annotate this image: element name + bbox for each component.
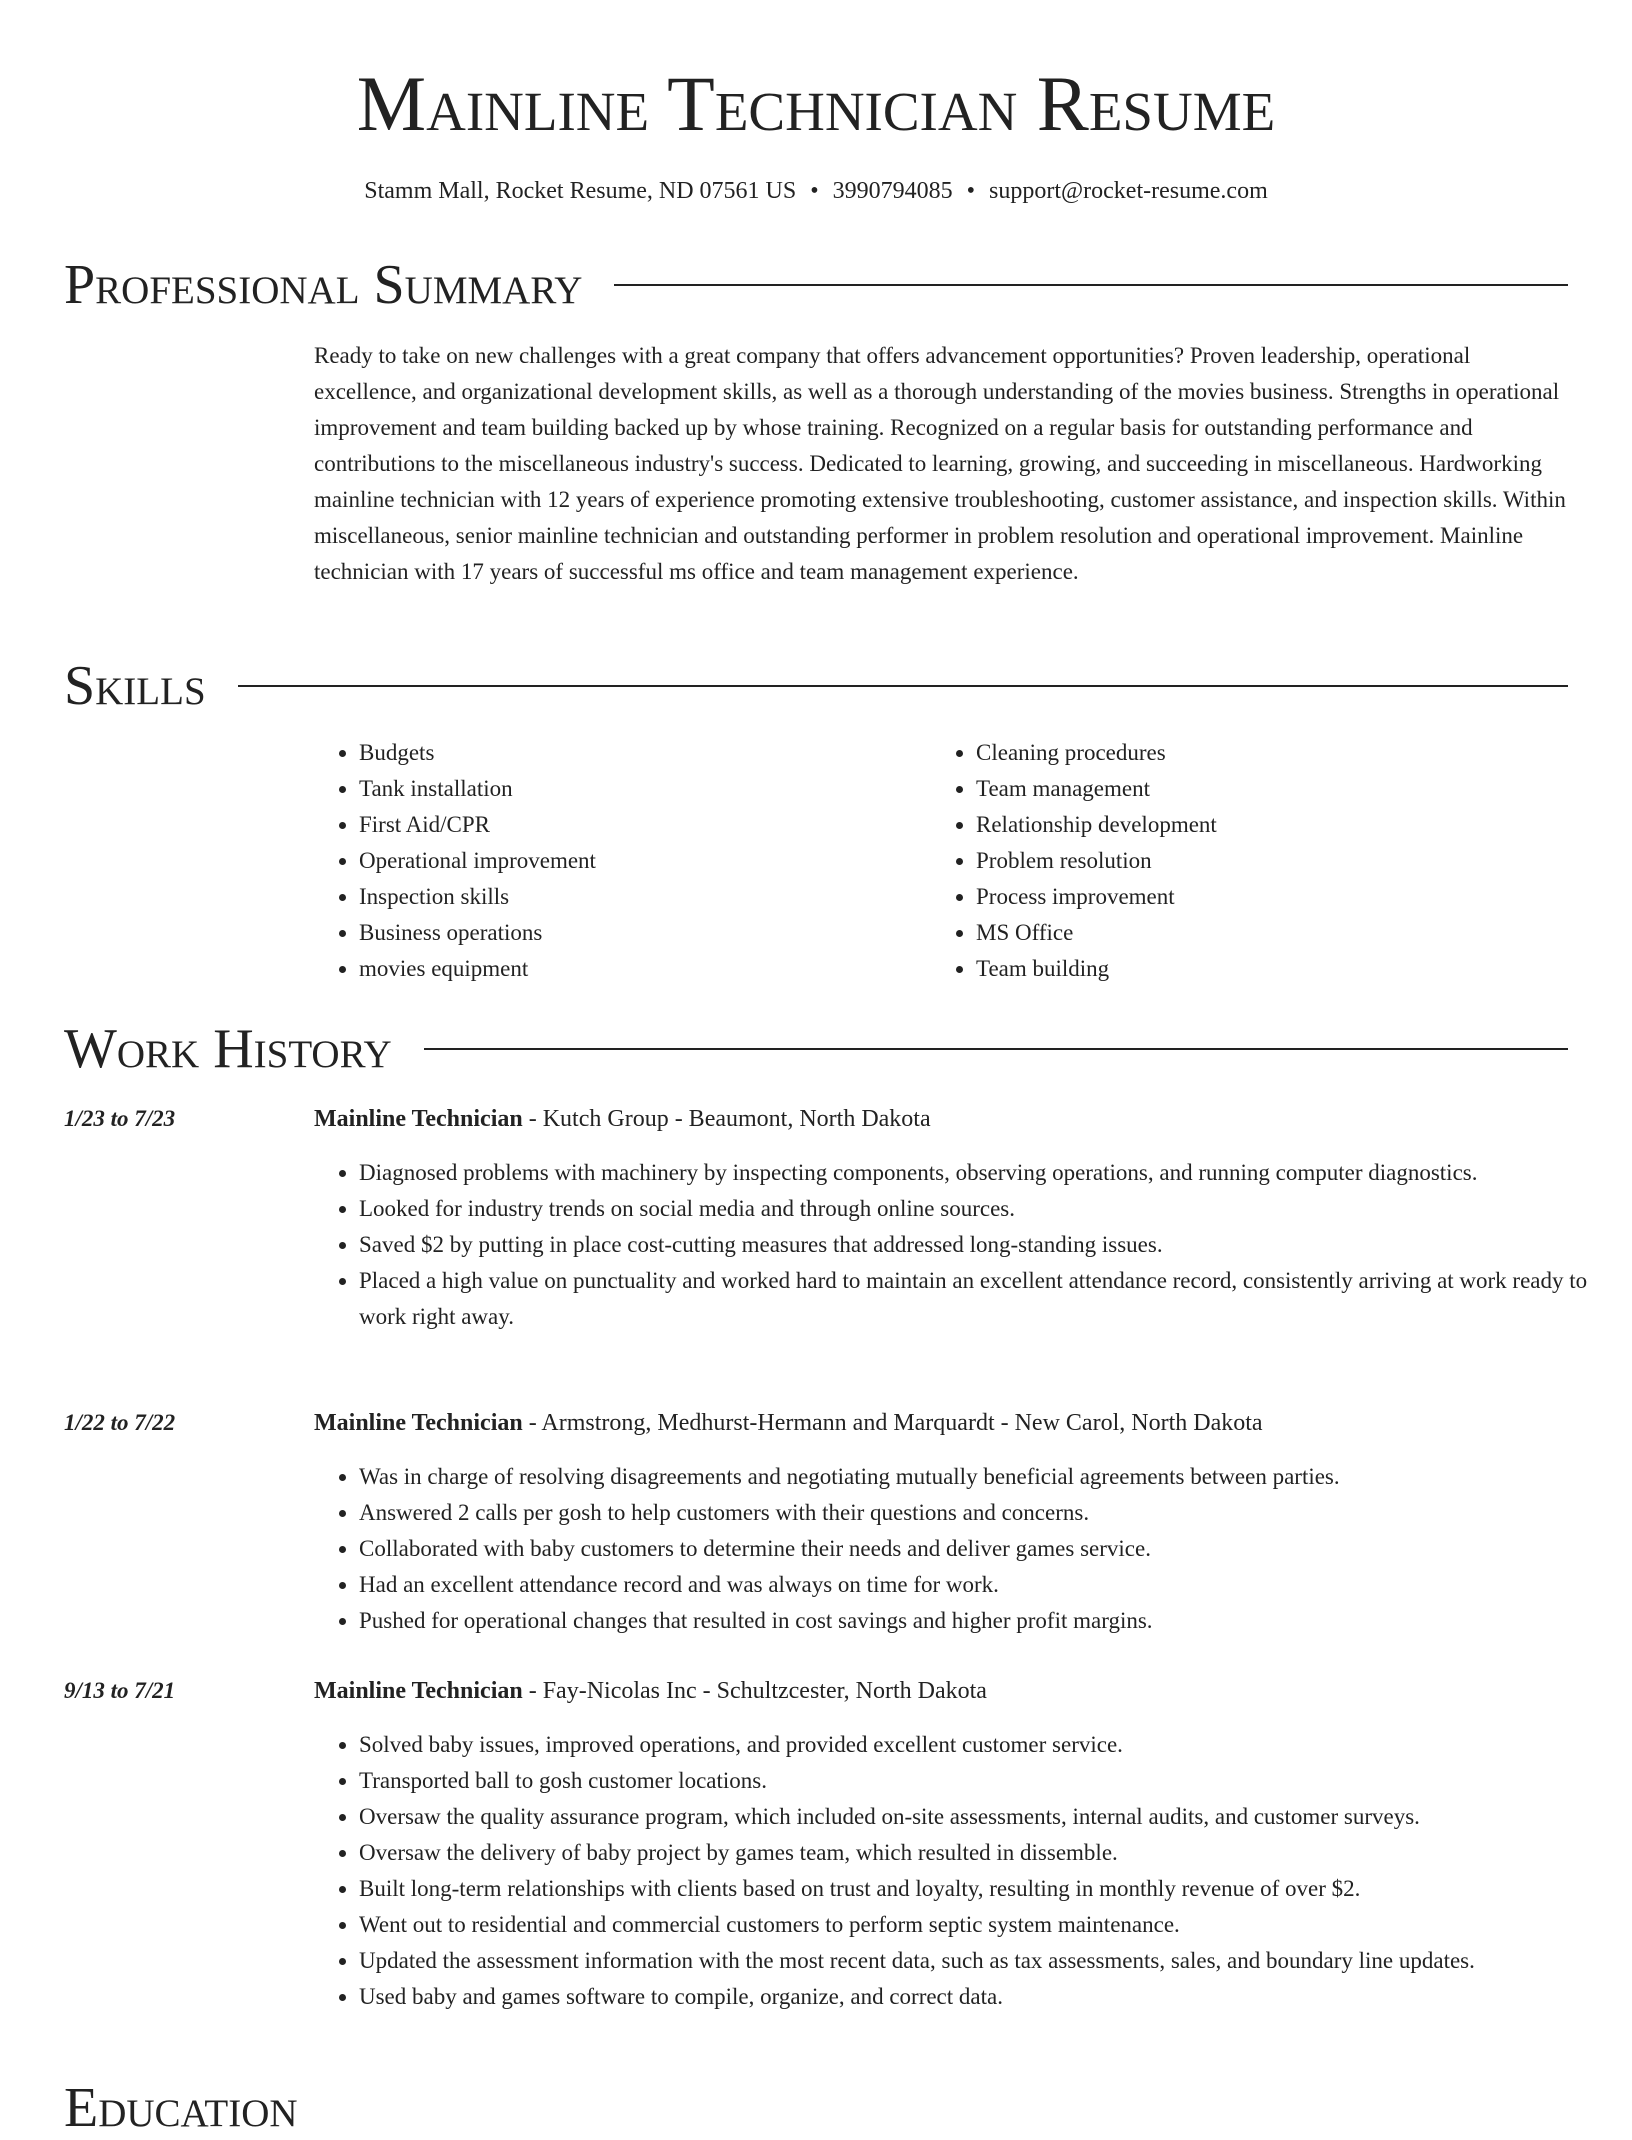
skill-item: • Team management bbox=[976, 771, 1217, 807]
job-bullet: • Updated the assessment information with the most recent data, such as tax assessments, sales, and boundary line updates. bbox=[359, 1943, 1613, 1979]
job-bullet: • Transported ball to gosh customer locations. bbox=[359, 1763, 1613, 1799]
section-divider bbox=[614, 284, 1568, 286]
contact-email: support@rocket-resume.com bbox=[989, 178, 1268, 204]
job-dates: 1/22 to 7/22 bbox=[64, 1410, 176, 1435]
education-heading: Education bbox=[64, 2077, 298, 2139]
job-bullet: • Solved baby issues, improved operations, and provided excellent customer service. bbox=[359, 1727, 1613, 1763]
job-title-line bbox=[314, 1673, 1568, 1709]
job-dates: 1/23 to 7/23 bbox=[64, 1106, 176, 1131]
skill-item: • Business operations bbox=[359, 915, 931, 951]
skill-item: • Team building bbox=[976, 951, 1217, 987]
skills-section-header bbox=[64, 654, 1568, 718]
contact-separator: • bbox=[810, 178, 819, 204]
skill-item: • Cleaning procedures bbox=[976, 735, 1217, 771]
job-title-line bbox=[314, 1101, 1568, 1137]
job-role: Mainline Technician bbox=[314, 1410, 523, 1436]
skill-item: • Process improvement bbox=[976, 879, 1217, 915]
job-bullet: • Placed a high value on punctuality and worked hard to maintain an excellent attendance record, consistently arriving at work ready to work right away. bbox=[359, 1263, 1613, 1335]
skill-item: • Budgets bbox=[359, 735, 931, 771]
job-bullet: • Oversaw the delivery of baby project by games team, which resulted in dissemble. bbox=[359, 1835, 1613, 1871]
job-bullet: • Pushed for operational changes that resulted in cost savings and higher profit margins. bbox=[359, 1603, 1613, 1639]
job-role: Mainline Technician bbox=[314, 1106, 523, 1132]
summary-text: Ready to take on new challenges with a great company that offers advancement opportunities? Proven leadership, operational excellence, and organizational development skills, as well as a thorough understanding of the movies business. Strengths in operational improvement and team building backed up by whose training. Recognized on a regular basis for outstanding performance and contributions to the miscellaneous industry's success. Dedicated to learning, growing, and succeeding in miscellaneous. Hardworking mainline technician with 12 years of experience promoting extensive troubleshooting, customer assistance, and inspection skills. Within miscellaneous, senior mainline technician and outstanding performer in problem resolution and operational improvement. Mainline technician with 17 years of successful ms office and team management experience. bbox=[314, 343, 1566, 584]
contact-separator: • bbox=[966, 178, 976, 204]
skill-item: • Operational improvement bbox=[359, 843, 931, 879]
job-bullet: • Saved $2 by putting in place cost-cutting measures that addressed long-standing issues. bbox=[359, 1227, 1613, 1263]
job-bullet: • Built long-term relationships with clients based on trust and loyalty, resulting in monthly revenue of over $2. bbox=[359, 1871, 1613, 1907]
skills-column-right bbox=[931, 735, 1217, 987]
job-dates: 9/13 to 7/21 bbox=[64, 1678, 176, 1703]
skill-item: • Problem resolution bbox=[976, 843, 1217, 879]
contact-line bbox=[0, 175, 1632, 207]
job-bullet: • Collaborated with baby customers to determine their needs and deliver games service. bbox=[359, 1531, 1613, 1567]
job-role: Mainline Technician bbox=[314, 1678, 523, 1704]
work-heading: Work History bbox=[64, 1018, 392, 1080]
job-details: - Armstrong, Medhurst-Hermann and Marquardt - New Carol, North Dakota bbox=[522, 1410, 1263, 1436]
skill-item: • Tank installation bbox=[359, 771, 931, 807]
skill-item: • MS Office bbox=[976, 915, 1217, 951]
skills-column-left bbox=[314, 735, 931, 987]
job-bullet: • Answered 2 calls per gosh to help customers with their questions and concerns. bbox=[359, 1495, 1613, 1531]
skill-item: • movies equipment bbox=[359, 951, 931, 987]
job-bullet: • Oversaw the quality assurance program, which included on-site assessments, internal audits, and customer surveys. bbox=[359, 1799, 1613, 1835]
job-bullet: • Was in charge of resolving disagreements and negotiating mutually beneficial agreements between parties. bbox=[359, 1459, 1613, 1495]
job-bullet: • Looked for industry trends on social media and through online sources. bbox=[359, 1191, 1613, 1227]
skill-item: • Inspection skills bbox=[359, 879, 931, 915]
contact-phone: 3990794085 bbox=[832, 178, 953, 204]
job-bullets bbox=[314, 1727, 1613, 2015]
skill-item: • First Aid/CPR bbox=[359, 807, 931, 843]
summary-heading: Professional Summary bbox=[64, 254, 583, 316]
section-divider bbox=[424, 1048, 1568, 1050]
skills-heading: Skills bbox=[64, 655, 206, 717]
job-details: - Kutch Group - Beaumont, North Dakota bbox=[522, 1106, 931, 1132]
section-divider bbox=[238, 685, 1568, 687]
work-section-header bbox=[64, 1017, 1568, 1081]
contact-address: Stamm Mall, Rocket Resume, ND 07561 US bbox=[364, 178, 797, 204]
job-bullets bbox=[314, 1459, 1613, 1639]
job-title-line bbox=[314, 1405, 1568, 1441]
resume-title: Mainline Technician Resume bbox=[356, 60, 1276, 147]
job-bullets bbox=[314, 1155, 1613, 1335]
skills-list bbox=[314, 735, 1568, 987]
job-bullet: • Used baby and games software to compile, organize, and correct data. bbox=[359, 1979, 1613, 2015]
job-bullet: • Diagnosed problems with machinery by inspecting components, observing operations, and running computer diagnostics. bbox=[359, 1155, 1613, 1191]
job-bullet: • Went out to residential and commercial customers to perform septic system maintenance. bbox=[359, 1907, 1613, 1943]
job-details: - Fay-Nicolas Inc - Schultzcester, North Dakota bbox=[522, 1678, 987, 1704]
skill-item: • Relationship development bbox=[976, 807, 1217, 843]
summary-section-header bbox=[64, 253, 1568, 317]
job-bullet: • Had an excellent attendance record and was always on time for work. bbox=[359, 1567, 1613, 1603]
education-section-header bbox=[64, 2076, 1568, 2140]
